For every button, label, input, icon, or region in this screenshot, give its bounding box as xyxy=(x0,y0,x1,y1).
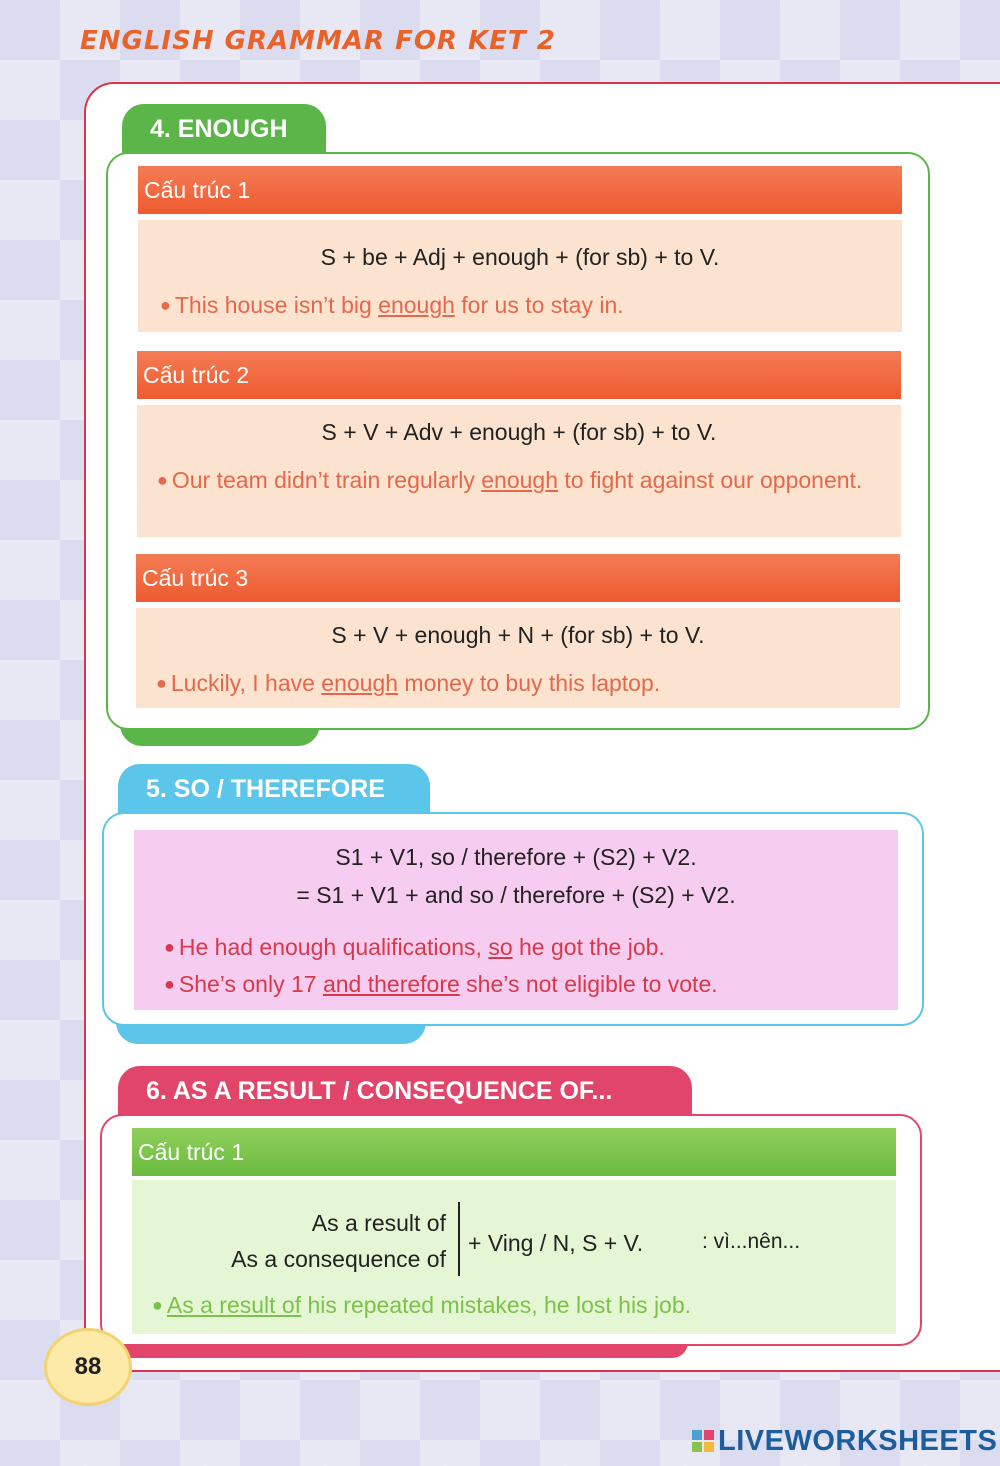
example-text: She’s only 17 xyxy=(178,971,323,997)
example-keyword: enough xyxy=(481,467,558,493)
structure-1-header: Cấu trúc 1 xyxy=(138,166,902,214)
structure-3-header: Cấu trúc 3 xyxy=(136,554,900,602)
structure-3-example xyxy=(156,668,660,699)
section6-structure-body xyxy=(132,1180,896,1334)
example-keyword: As a result of xyxy=(166,1292,302,1318)
structure-2-header: Cấu trúc 2 xyxy=(137,351,901,399)
example-text: she’s not eligible to vote. xyxy=(459,971,718,997)
section6-right: + Ving / N, S + V. xyxy=(468,1230,644,1256)
page-number: 88 xyxy=(44,1328,132,1406)
example-text: Luckily, I have xyxy=(170,670,322,696)
structure-1-example xyxy=(160,290,624,321)
book-title-text: ENGLISH GRAMMAR FOR KET xyxy=(80,26,527,56)
structure-3-body xyxy=(136,608,900,708)
book-number: 2 xyxy=(536,26,556,56)
section4-tab: 4. ENOUGH xyxy=(122,104,326,154)
section6-meaning: : vì...nên... xyxy=(702,1230,801,1253)
section5-body xyxy=(134,830,898,1010)
structure-2-example xyxy=(157,465,869,496)
section5-formula-line1: S1 + V1, so / therefore + (S2) + V2. xyxy=(335,844,697,870)
structure-2-formula: S + V + Adv + enough + (for sb) + to V. xyxy=(321,419,717,445)
book-title xyxy=(80,26,556,56)
liveworksheets-logo xyxy=(692,1422,997,1460)
example-text: to fight against our opponent. xyxy=(557,467,863,493)
section6-left-line2: As a consequence of xyxy=(231,1246,446,1272)
bullet-icon: ● xyxy=(160,295,171,315)
structure-2-body xyxy=(137,405,901,537)
bullet-icon: ● xyxy=(156,673,167,693)
section5-example-2 xyxy=(164,969,718,1000)
structure-1-formula: S + be + Adj + enough + (for sb) + to V. xyxy=(320,244,720,270)
example-text: He had enough qualifications, xyxy=(178,934,489,960)
bullet-icon: ● xyxy=(164,974,175,994)
bullet-icon: ● xyxy=(164,937,175,957)
example-keyword: enough xyxy=(321,670,399,696)
formula-divider xyxy=(458,1202,460,1276)
section6-tab: 6. AS A RESULT / CONSEQUENCE OF... xyxy=(118,1066,692,1116)
example-text: money to buy this laptop. xyxy=(398,670,661,696)
bullet-icon: ● xyxy=(152,1295,163,1315)
section6-structure-header: Cấu trúc 1 xyxy=(132,1128,896,1176)
example-text: This house isn’t big xyxy=(174,292,379,318)
bullet-icon: ● xyxy=(157,470,168,490)
section5-formula-line2: = S1 + V1 + and so / therefore + (S2) + V2. xyxy=(296,882,736,908)
example-keyword: and therefore xyxy=(322,971,460,997)
section5-tab: 5. SO / THEREFORE xyxy=(118,764,430,814)
example-text: Our team didn’t train regularly xyxy=(171,467,482,493)
section5-example-1 xyxy=(164,932,665,963)
section6-left-line1: As a result of xyxy=(311,1210,446,1236)
example-text: he got the job. xyxy=(512,934,665,960)
structure-1-body xyxy=(138,220,902,332)
structure-3-formula: S + V + enough + N + (for sb) + to V. xyxy=(331,622,705,648)
example-text: for us to stay in. xyxy=(454,292,624,318)
section6-example xyxy=(152,1290,691,1321)
liveworksheets-logo-text: LIVEWORKSHEETS xyxy=(718,1424,998,1457)
example-keyword: enough xyxy=(378,292,455,318)
liveworksheets-logo-icon xyxy=(692,1430,714,1452)
example-keyword: so xyxy=(488,934,513,960)
example-text: his repeated mistakes, he lost his job. xyxy=(301,1292,692,1318)
